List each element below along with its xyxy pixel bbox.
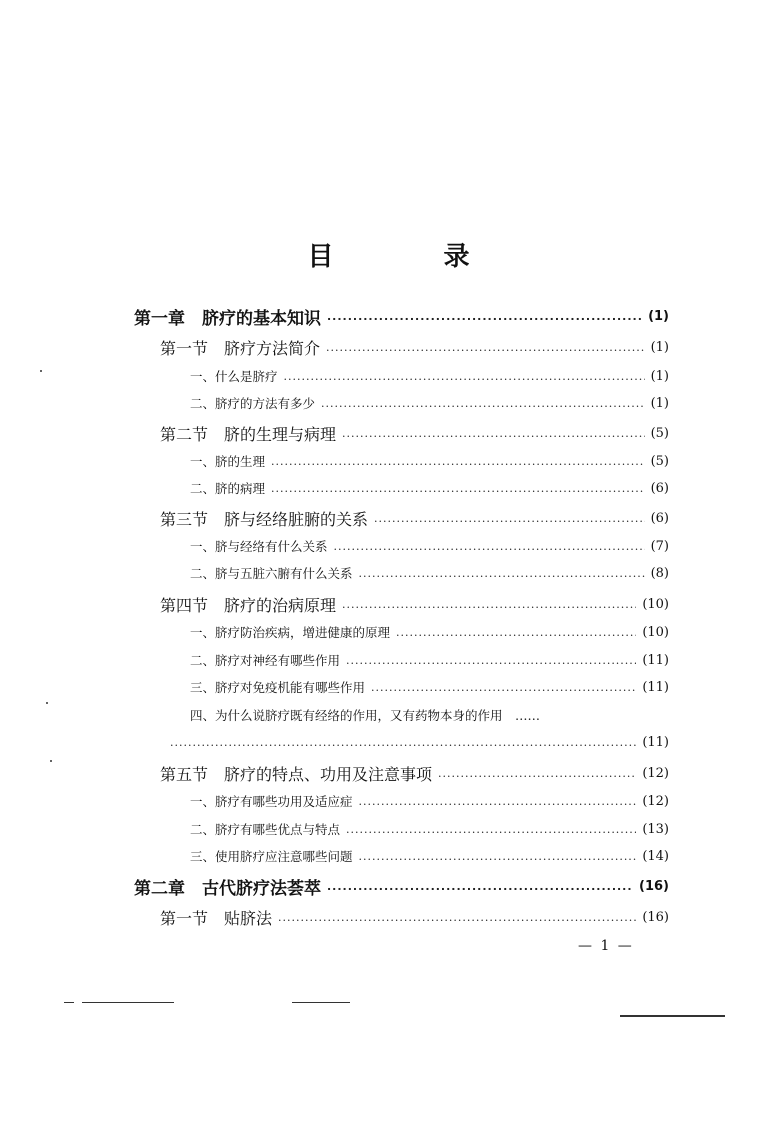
leader-dots [371,681,636,694]
scan-mark [620,1015,725,1017]
scan-speck [46,702,48,704]
leader-dots [278,911,636,924]
scan-speck [40,370,42,372]
toc-page-number: (1) [650,339,669,355]
page-folio: — 1 — [578,938,634,954]
leader-dots [334,540,645,553]
toc-section[interactable] [160,335,669,359]
toc-section[interactable] [160,905,669,929]
leader-dots [342,598,636,611]
toc-item[interactable] [190,648,669,672]
toc-label: 二、脐疗的方法有多少 [190,396,316,411]
toc-label: 三、使用脐疗应注意哪些问题 [190,849,353,864]
leader-dots [170,736,636,749]
scan-mark [292,1002,350,1003]
toc-page-number: (6) [650,510,669,526]
leader-dots [271,482,645,495]
toc-section[interactable] [160,592,669,616]
toc-label: 二、脐与五脏六腑有什么关系 [190,566,353,581]
toc-label: 第五节 脐疗的特点、功用及注意事项 [160,764,433,784]
toc-chapter-2[interactable] [134,874,669,898]
toc-label: 第二章 古代脐疗法荟萃 [134,878,321,899]
leader-dots [346,823,636,836]
toc-label: 第二节 脐的生理与病理 [160,424,337,444]
toc-item[interactable] [190,534,669,558]
toc-label: 三、脐疗对免疫机能有哪些作用 [190,680,366,695]
leader-dots [359,795,637,808]
toc-label: 二、脐的病理 [190,481,266,496]
toc-page-number: (14) [642,848,669,864]
toc-item[interactable] [190,620,669,644]
leader-dots [326,341,645,354]
toc-page-number: (1) [650,395,669,411]
toc-page-number: (12) [642,765,669,781]
toc-label: 第一节 脐疗方法简介 [160,338,321,358]
toc-item[interactable] [190,817,669,841]
toc-page-number: (11) [642,734,669,750]
toc-item-long[interactable] [190,703,540,727]
toc-item[interactable] [190,391,669,415]
leader-dots [374,512,645,525]
toc-page-number: (16) [639,878,669,894]
leader-dots [346,654,636,667]
toc-item[interactable] [190,789,669,813]
leader-dots [284,370,645,383]
leader-dots [271,455,645,468]
leader-dots [327,880,633,893]
toc-page-number: (12) [642,793,669,809]
toc-page-number: (16) [642,909,669,925]
toc-page-number: (11) [642,679,669,695]
toc-item[interactable] [190,844,669,868]
toc-page-number: (7) [650,538,669,554]
toc-label: 一、脐疗防治疾病，增进健康的原理 [190,625,391,640]
toc-label: 第一节 贴脐法 [160,908,273,928]
toc-label: 四、为什么说脐疗既有经络的作用，又有药物本身的作用 …… [190,708,541,723]
toc-item[interactable] [190,561,669,585]
toc-section[interactable] [160,421,669,445]
toc-page-number: (1) [648,308,669,324]
leader-dots [321,397,645,410]
toc-label: 一、脐的生理 [190,454,266,469]
leader-dots [327,310,642,323]
toc-section[interactable] [160,506,669,530]
toc-page-number: (6) [650,480,669,496]
toc-label: 一、脐疗有哪些功用及适应症 [190,794,353,809]
leader-dots [359,850,637,863]
scan-mark [82,1002,174,1003]
page-title: 目 录 [307,242,512,272]
toc-label: 二、脐疗对神经有哪些作用 [190,653,341,668]
scan-mark [64,1002,74,1003]
toc-page-number: (11) [642,652,669,668]
leader-dots [438,767,636,780]
toc-page-number: (13) [642,821,669,837]
toc-chapter-1[interactable] [134,304,669,328]
leader-dots [342,427,645,440]
toc-item[interactable] [190,476,669,500]
toc-label: 第三节 脐与经络脏腑的关系 [160,509,369,529]
toc-label: 一、什么是脐疗 [190,369,278,384]
toc-label: 第一章 脐疗的基本知识 [134,308,321,329]
leader-dots [359,567,645,580]
toc-page-number: (8) [650,565,669,581]
toc-page-number: (10) [642,624,669,640]
toc-item-continuation[interactable] [170,730,669,754]
scan-speck [50,760,52,762]
leader-dots [396,626,636,639]
toc-item[interactable] [190,449,669,473]
toc-label: 第四节 脐疗的治病原理 [160,595,337,615]
toc-page-number: (5) [650,453,669,469]
toc-item[interactable] [190,364,669,388]
toc-page-number: (5) [650,425,669,441]
toc-item[interactable] [190,675,669,699]
toc-page-number: (1) [650,368,669,384]
toc-label: 一、脐与经络有什么关系 [190,539,328,554]
toc-page-number: (10) [642,596,669,612]
toc-label: 二、脐疗有哪些优点与特点 [190,822,341,837]
toc-section[interactable] [160,761,669,785]
